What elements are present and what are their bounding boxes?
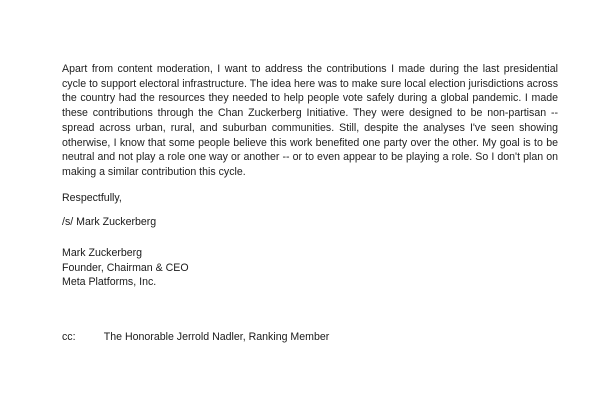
signer-title: Founder, Chairman & CEO bbox=[62, 261, 189, 274]
cc-recipient: The Honorable Jerrold Nadler, Ranking Member bbox=[103, 331, 330, 343]
cc-line bbox=[62, 330, 329, 344]
cc-label: cc: bbox=[62, 331, 76, 343]
letter-signature: /s/ Mark Zuckerberg bbox=[62, 216, 157, 228]
signature-block bbox=[62, 246, 189, 290]
signer-name: Mark Zuckerberg bbox=[62, 247, 143, 259]
signer-company: Meta Platforms, Inc. bbox=[62, 276, 157, 289]
letter-closing: Respectfully, bbox=[62, 192, 122, 204]
letter-body-paragraph: Apart from content moderation, I want to address the contributions I made during the last presidential cycle to support electoral infrastructure. The idea here was to make sure local election jurisdictions across the country had the resources they needed to help people vote safely during a global pandemic. I made these contributions through the Chan Zuckerberg Initiative. They were designed to be non-partisan -- spread across urban, rural, and suburban communities. Still, despite the analyses I've seen showing otherwise, I know that some people believe this work benefited one party over the other. My goal is to be neutral and not play a role one way or another -- or to even appear to be playing a role. So I don't plan on making a similar contribution this cycle. bbox=[62, 63, 558, 178]
